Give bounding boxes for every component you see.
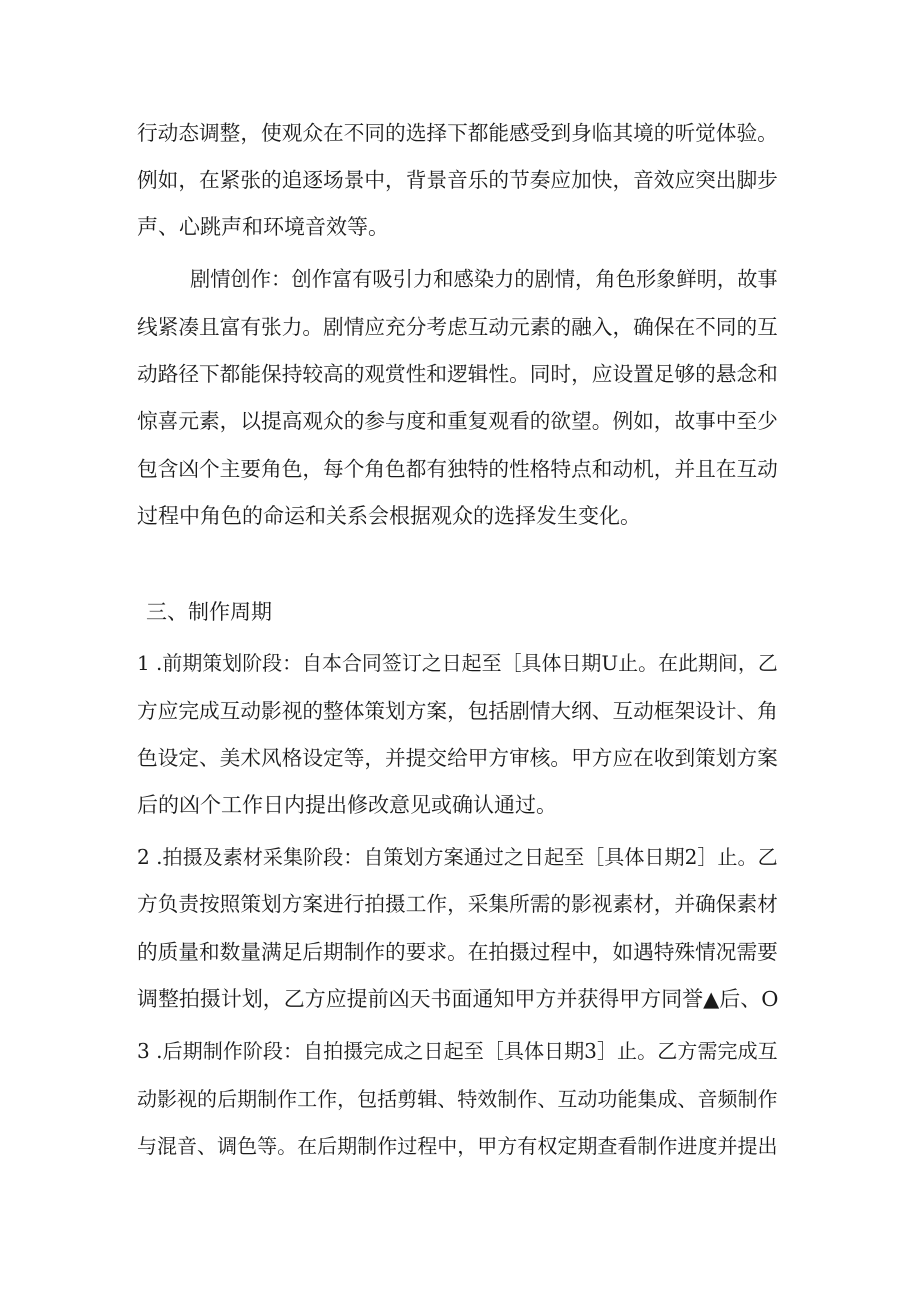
text-line: 方应完成互动影视的整体策划方案，包括剧情大纲、互动框架设计、角 [137,699,778,723]
text-line: 色设定、美术风格设定等，并提交给甲方审核。甲方应在收到策划方案 [137,746,778,770]
text-line: 过程中角色的命运和关系会根据观众的选择发生变化。 [137,504,641,528]
text-line: 声、心跳声和环境音效等。 [137,215,389,239]
text-line: 与混音、调色等。在后期制作过程中，甲方有权定期查看制作进度并提出 [137,1134,778,1158]
text-line: 方负责按照策划方案进行拍摄工作，采集所需的影视素材，并确保素材 [137,892,778,916]
text-line: 惊喜元素，以提高观众的参与度和重复观看的欲望。例如，故事中至少 [137,409,778,433]
text-line: 1 .前期策划阶段：自本合同签订之日起至［具体日期U止。在此期间，乙 [137,651,778,675]
text-line: 2 .拍摄及素材采集阶段：自策划方案通过之日起至［具体日期2］止。乙 [137,845,778,869]
text-line: 动影视的后期制作工作，包括剪辑、特效制作、互动功能集成、音频制作 [137,1087,778,1111]
text-line: 剧情创作：创作富有吸引力和感染力的剧情，角色形象鲜明，故事 [190,267,778,291]
text-line: 行动态调整，使观众在不同的选择下都能感受到身临其境的听觉体验。 [137,121,778,145]
text-line: 后的凶个工作日内提出修改意见或确认通过。 [137,793,557,817]
section-heading: 三、制作周期 [146,600,272,624]
text-line: 的质量和数量满足后期制作的要求。在拍摄过程中，如遇特殊情况需要 [137,940,778,964]
text-line: 3 .后期制作阶段：自拍摄完成之日起至［具体日期3］止。乙方需完成互 [137,1039,778,1063]
text-line: 调整拍摄计划，乙方应提前凶天书面通知甲方并获得甲方同誉▲后、O [137,987,779,1011]
text-line: 包含凶个主要角色，每个角色都有独特的性格特点和动机，并且在互动 [137,457,778,481]
text-line: 例如，在紧张的追逐场景中，背景音乐的节奏应加快，音效应突出脚步 [137,168,778,192]
text-line: 线紧凑且富有张力。剧情应充分考虑互动元素的融入，确保在不同的互 [137,315,778,339]
text-line: 动路径下都能保持较高的观赏性和逻辑性。同时，应设置足够的悬念和 [137,362,778,386]
